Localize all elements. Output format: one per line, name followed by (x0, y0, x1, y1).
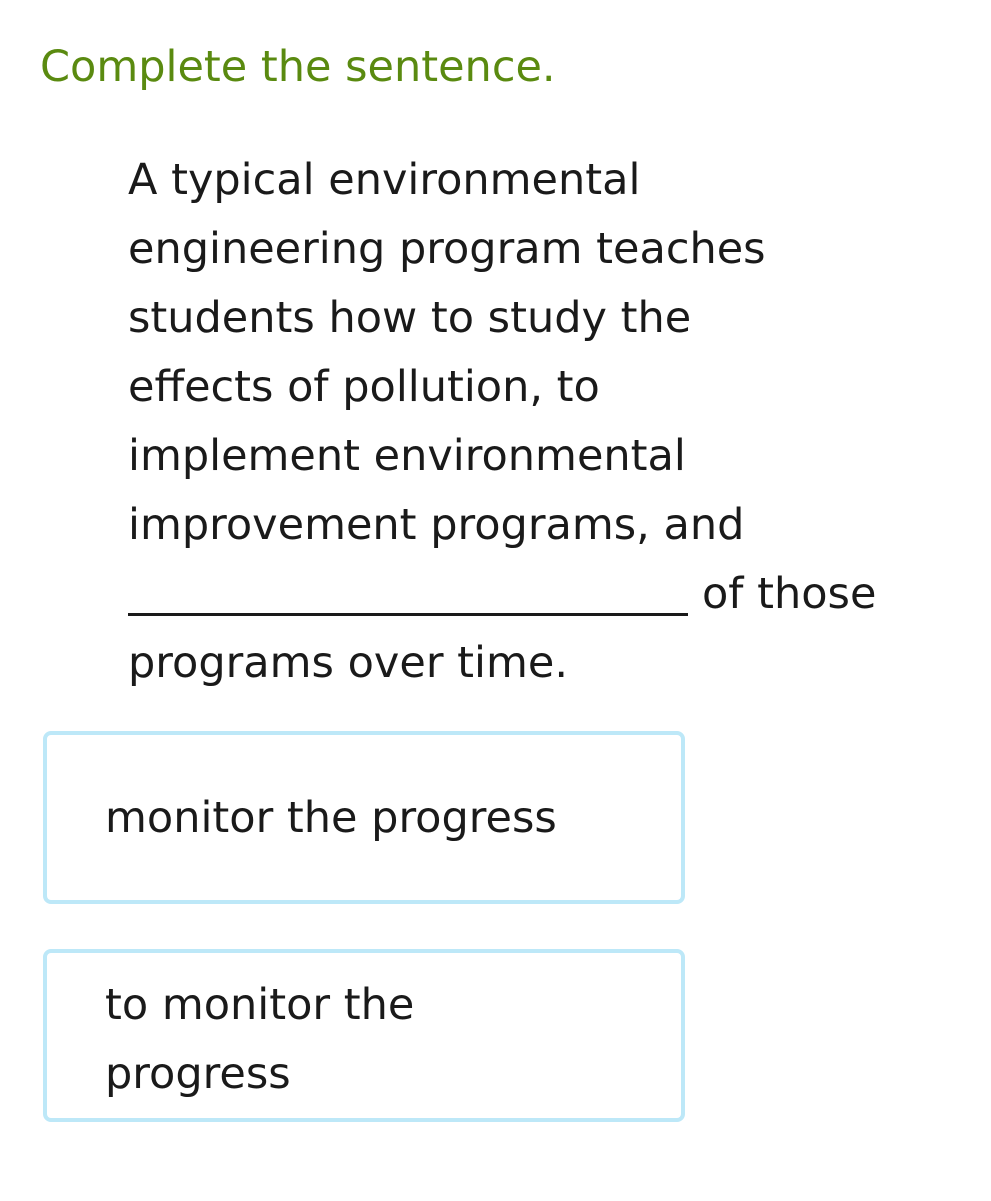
answer-choice-label: monitor the progress (105, 793, 557, 843)
answer-choice-1[interactable] (43, 731, 685, 904)
sentence-line: effects of pollution, to (128, 362, 600, 412)
instruction-heading: Complete the sentence. (40, 42, 556, 92)
sentence-line: improvement programs, and (128, 500, 745, 550)
sentence-blank-line (128, 560, 928, 629)
sentence-final-line: programs over time. (128, 638, 568, 688)
sentence-line: students how to study the (128, 293, 692, 343)
answer-blank[interactable] (128, 573, 688, 616)
sentence-line: implement environmental (128, 431, 686, 481)
after-blank-text: of those (702, 569, 877, 619)
sentence-line: A typical environmental (128, 155, 641, 205)
answer-choice-2[interactable] (43, 949, 685, 1122)
answer-choice-label: to monitor the progress (105, 980, 415, 1099)
sentence-prompt (128, 146, 928, 698)
sentence-line: engineering program teaches (128, 224, 766, 274)
